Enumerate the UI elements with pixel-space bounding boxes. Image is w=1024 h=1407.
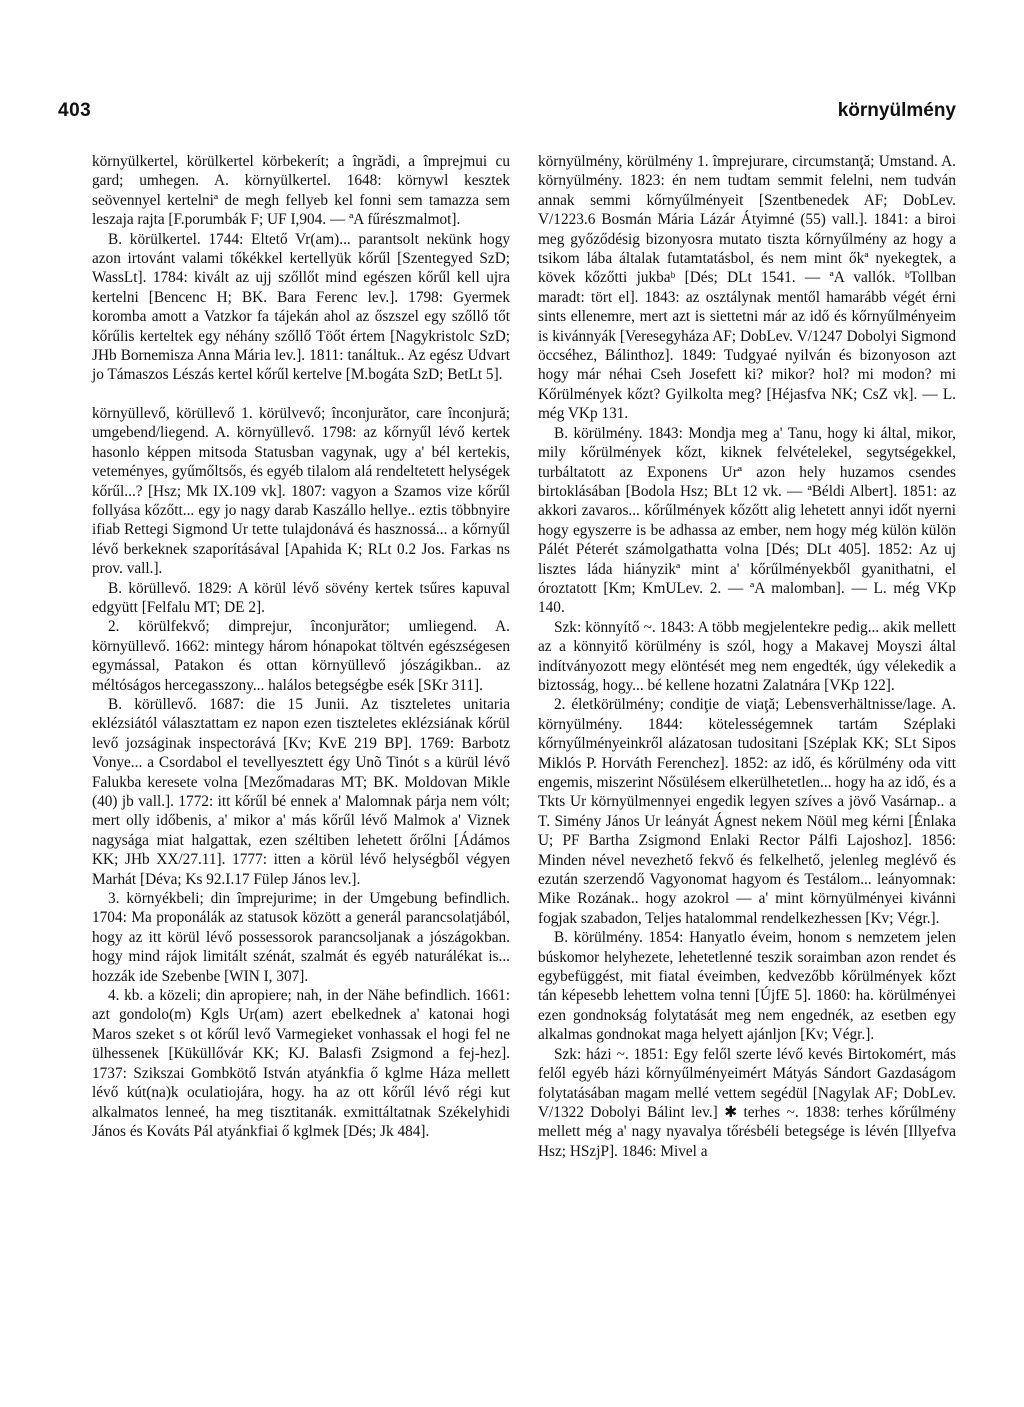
dictionary-entry: környülkertel, körülkertel körbekerít; a îngrădi, a împrejmui cu gard; umhegen. A. környülkertel. 1648: környwl kesztek seövennyel kertelniª de megh fellyeb kel fonni sem tamazza sem leszaja rajta [F.porumbák F; UF I,904. — ªA fűrészmalmot]. <box>92 153 510 229</box>
dictionary-entry: környülmény, körülmény 1. împrejurare, circumstanţă; Umstand. A. környülmény. 1823: én nem tudtam semmit felelni, nem tudván annak semmi kőrnyűlményeit [Szentbenedek AF; DobLev. V/1223.6 Bosmán Mária Lázár Átyimné (55) vall.]. 1841: a biroi meg győződésig bizonyosra mutato tiszta kőrnyűlmény az hogy a tsikom lába általak futamtatásbol, és nem mint őkª nyekegtek, a kövek kőzőtti jukbaᵇ [Dés; DLt 1541. — ªA vallók. ᵇTollban maradt: tört el]. 1843: az osztálynak mentől hamarább végét érni sints ellenemre, mert azt is siettetni már az idő és kőrnyűlményeim is kivánnyák [Veresegyháza AF; DobLev. V/1247 Dobolyi Sigmond öccséhez, Bálinthoz]. 1849: Tudgyaé nyilván és bizonyoson azt hogy már néhai Cseh Josefett ki? mikor? hol? mi modon? mi Kőrülmények kőzt? Gyilkolta meg? [Héjasfva NK; CsZ vk]. — L. még VKp 131. <box>538 153 956 423</box>
entry-sense: 2. körülfekvő; dimprejur, înconjurător; umliegend. A. környüllevő. 1662: mintegy három hónapokat töltvén egészségesen egymással, Patakon és ottan környüllevő jószágikban.. az méltóságos hercegasszony... halálos betegségbe esék [SKr 311]. <box>92 618 510 694</box>
entry-sense: B. körülmény. 1843: Mondja meg a' Tanu, hogy ki által, mikor, mily kőrülmények kőzt, kiknek felvételekel, segytségekkel, turbáltatott az Exponens Urª azon hely huzamos csendes birtoklásában [Bodola Hsz; BLt 12 vk. — ªBéldi Albert]. 1851: az akkori zavaros... kőrűlmények kőzőtt alig lehetett annyi időt nyerni hogy egyszerre is be adhassa az ember, nem hogy még külön külön Pálét Péterét számolgathatta volna [Dés; DLt 405]. 1852: Az uj lisztes láda hiányzikª mint a' kőrűlményekből gyanithatni, el óroztatott [Km; KmULev. 2. — ªA malomban]. — L. még VKp 140. <box>538 424 956 617</box>
entry-sense: 3. környékbeli; din împrejurime; in der Umgebung befindlich. 1704: Ma proponálák az statusok között a generál parancsolatjából, hogy az itt körül lévő possessorok parancsoljanak a jószágokban. hogy mind rájok limitált szénát, szalmát és egyéb naturálékat is... hozzák ide Szebenbe [WIN I, 307]. <box>92 890 510 985</box>
left-column <box>92 152 510 1141</box>
page-header <box>58 100 956 140</box>
entry-sense: B. körülkertel. 1744: Eltető Vr(am)... parantsolt nekünk hogy azon irtovánt valami tőkékkel kertellyük kőrűl [Szentegyed SzD; WassLt]. 1784: kivált az ujj szőllőt mind egészen kőrűl kell ujra kertelni [Bencenc H; BK. Bara Ferenc lev.]. 1798: Gyermek koromba amott a Vatzkor fa tájekán ahol az őszszel egy szőllő tőt kőrűlis kerteltek egy néhány szőllő Töőt értem [Nagykristolc SzD; JHb Bornemisza Anna Mária lev.]. 1811: tanáltuk.. Az egész Udvart jo Támaszos Lészás kertel kőrűl kertelve [M.bogáta SzD; BetLt 5]. <box>92 230 510 384</box>
entry-sense: B. körüllevő. 1687: die 15 Junii. Az tiszteletes unitaria eklézsiától választattam ez napon ezen tiszteletes eklézsiának kőrül levő jozságinak inspectorává [Kv; KvE 219 BP]. 1769: Barbotz Vonye... a Csordabol el tevellyesztett égy Unõ Tinót s a kürül lévő Falukba keresete volna [Mezőmadaras MT; BK. Moldovan Mikle (40) jb vall.]. 1772: itt kőrűl bé ennek a' Malomnak párja nem vólt; mert olly időbenis, a' mikor a' más kőrűl lévő Malmok a' Viznek nagysága miat halgattak, ezen széltiben lehetett őrőlni [Ádámos KK; JHb XX/27.11]. 1777: itten a körül lévő helységből végyen Marhát [Déva; Ks 92.I.17 Fülep János lev.]. <box>92 695 510 888</box>
right-column <box>538 152 956 1161</box>
entry-sense: Szk: könnyítő ~. 1843: A több megjelentekre pedig... akik mellett az a könnyitő körülmény is szól, hogy a Makavej Moyszi által indítványozott megy elöntését meg nem engedték, úgy vélekedik a biztosság, hogy... bé kellene hozatni Zalatnára [VKp 122]. <box>538 618 956 694</box>
entry-sense: Szk: házi ~. 1851: Egy felől szerte lévő kevés Birtokomért, más felől egyéb házi kőrnyűlményeimért Mátyás Sándort Gazdaságom folytatásában magam mellé vettem segédül [Nagylak AF; DobLev. V/1322 Dobolyi Bálint lev.] ✱ terhes ~. 1838: terhes kőrűlmény mellett még a' nagy nyavalya tőrésbéli betegsége is lévén [Illyefva Hsz; HSzjP]. 1846: Mivel a <box>538 1045 956 1160</box>
running-head: környülmény <box>837 100 956 121</box>
dictionary-entry: környüllevő, körüllevő 1. körülvevő; înconjurător, care înconjură; umgebend/liegend. A. környüllevő. 1798: az kőrnyűl lévő kertek hasonlo képpen mitsoda Statusban vagynak, ugy a' bél kertekis, veteményes, gyűmőltsős, és egyéb tilalom alá rendeltetett helységek kőrűl...? [Hsz; Mk IX.109 vk]. 1807: vagyon a Szamos vize kőrűl follyása kőzőtt... egy jo nagy darab Kaszállo hellye.. eztis többnyire ifiab Rettegi Sigmond Ur tette tulajdonává és hasznossá... a kőrnyűl lévő berkeknek szaporításával [Apahida K; RLt 0.2 Jos. Farkas ns prov. vall.]. <box>92 404 510 578</box>
page-number: 403 <box>58 100 92 121</box>
entry-sense: 2. életkörülmény; condiţie de viaţă; Lebensverhältnisse/lage. A. környülmény. 1844: kötelességemnek tartám Széplaki kőrnyűlményeinkről alázatosan tudositani [Széplak KK; SLt Sipos Miklós P. Horváth Ferenchez]. 1852: az idő, és kőrülmény oda vitt engemis, miszerint Nősülésem elkerülhetetlen... hogy ha az idő, és a Tkts Ur környülmennyei engedik legyen szíves a jövő Vasárnap.. a T. Simény János Ur leányát Ágnest nekem Nöül meg kérni [Énlaka U; PF Bartha Zsigmond Enlaki Rector Pálfi Lajoshoz]. 1856: Minden nével nevezhető fekvő és felkelhető, jelenleg meglévő és ezután szerzendő Vagyonomat hagyom és Testálom... leányomnak: Mike Rozának.. hogy azokrol — a' mint környülményei kivánni fogjak szabadon, Teljes hatalommal rendelkezhessen [Kv; Végr.]. <box>538 696 956 927</box>
entry-sense: B. körüllevő. 1829: A körül lévő sövény kertek tsűres kapuval edgyütt [Felfalu MT; DE 2]. <box>92 579 510 616</box>
entry-sense: B. körülmény. 1854: Hanyatlo éveim, honom s nemzetem jelen búskomor helyhezete, lehetetlenné teszik soraimban azon rendet és egybefüggést, mit fiatal éveimben, kedvezőbb kőrülmények kőzt tán képesebb lehettem volna tenni [ÚjfE 5]. 1860: ha. körülményei ezen gondnokság folytatását meg nem engednék, az esetben egy alkalmas gondnokat maga helyett ajánljon [Kv; Végr.]. <box>538 929 956 1044</box>
entry-sense: 4. kb. a közeli; din apropiere; nah, in der Nähe befindlich. 1661: azt gondolo(m) Kgls Ur(am) azert ebelkednek a' katonai hogi Maros szeket s ot kőrűl levő Varmegieket vonhassak el hogi fel ne ülhessenek [Küküllővár KK; KJ. Balasfi Zsigmond a fej-hez]. 1737: Szikszai Gombkötő István atyánkfia ő kglme Háza mellett lévő kút(na)k oculatiojára, hogy. ha az ott kőrűl lévő régi kut alkalmatos lenneé, ha meg tisztitanák. exmittáltatnak Székelyhidi János és Kováts Pál atyánkfiai ő kglmek [Dés; Jk 484]. <box>92 987 510 1140</box>
